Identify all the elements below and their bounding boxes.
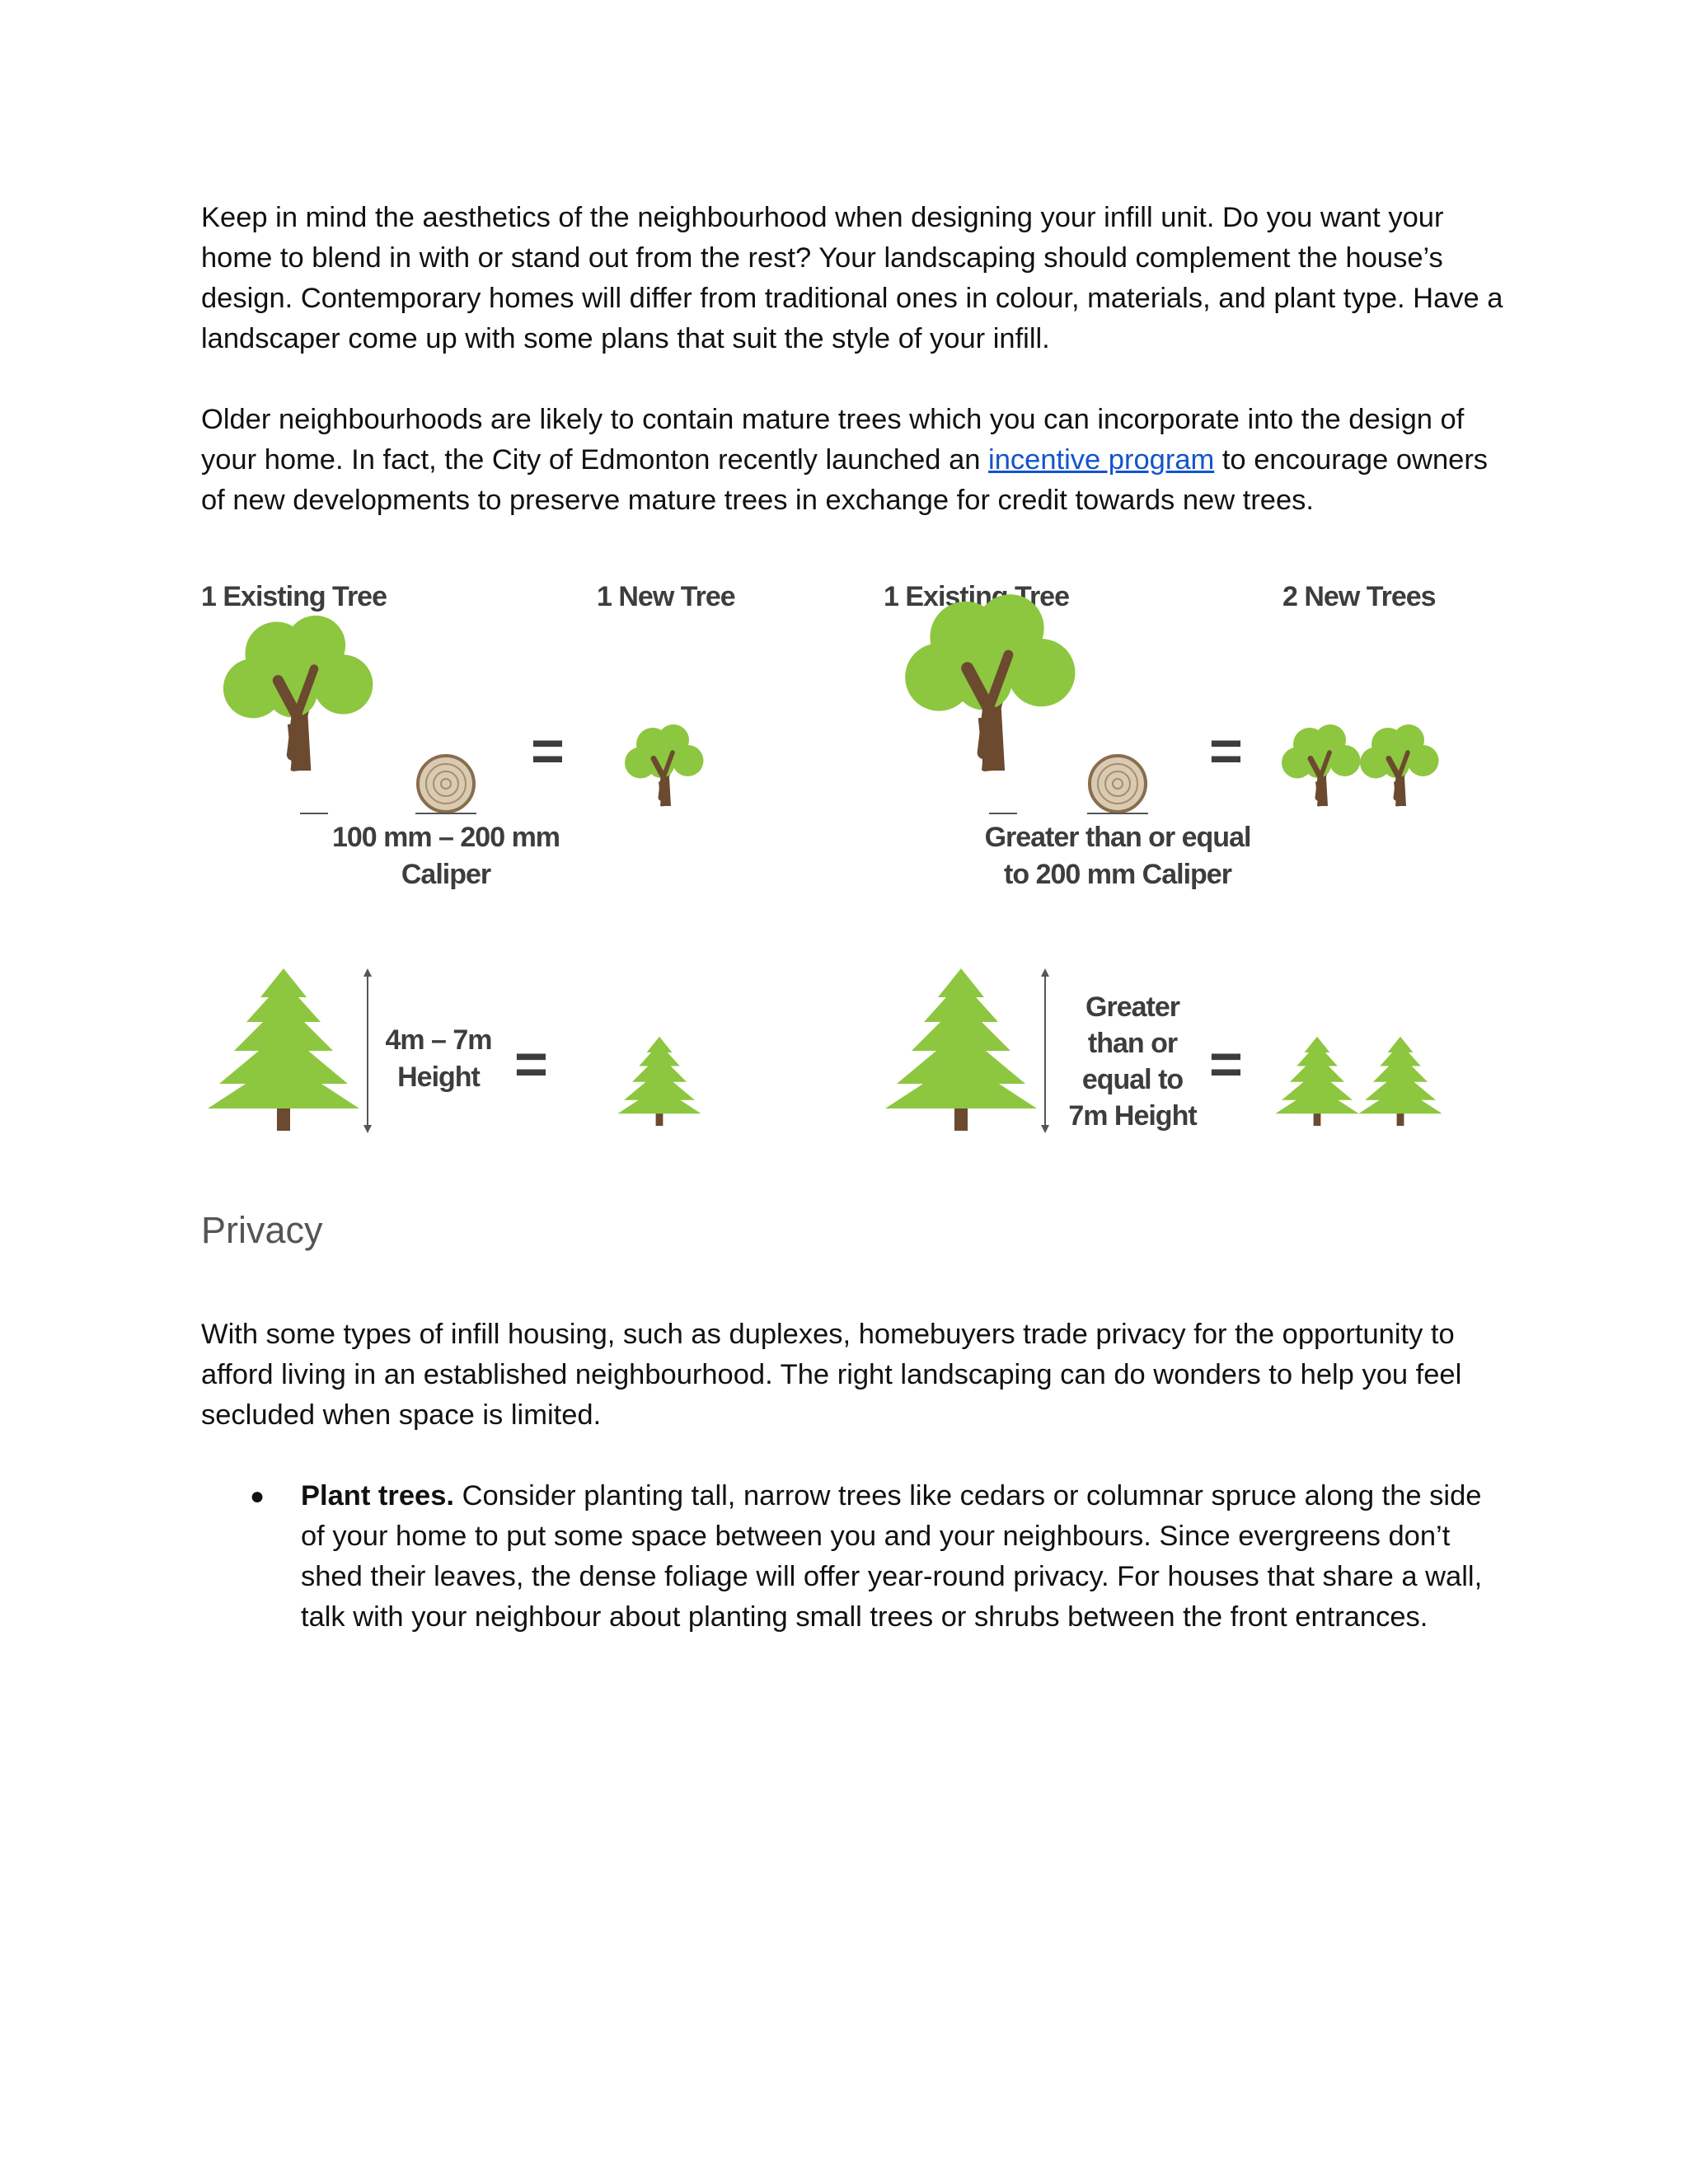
tree-replacement-infographic <box>201 573 1470 1150</box>
right-new-deciduous-tree-icon-1 <box>1282 724 1361 806</box>
right-new-conifer-tree-icon-2 <box>1358 1037 1442 1126</box>
left-existing-conifer-tree-icon <box>208 968 359 1131</box>
intro-section <box>201 198 1503 521</box>
incentive-program-link[interactable]: incentive program <box>988 444 1215 476</box>
right-height-arrow-top <box>1041 968 1049 977</box>
right-height-text-line-1: Greater <box>1085 991 1179 1023</box>
left-height-arrow-bottom <box>363 1125 372 1133</box>
right-new-trees-label: 2 New Trees <box>1282 581 1436 612</box>
left-existing-deciduous-tree-icon <box>223 616 373 771</box>
right-new-deciduous-tree-icon-2 <box>1360 724 1439 806</box>
right-existing-tree-label: 1 Existing Tree <box>884 581 1069 612</box>
right-row1-equals-sign: = <box>1209 719 1242 783</box>
left-height-arrow-top <box>363 968 372 977</box>
infographic-svg <box>201 573 1470 1150</box>
privacy-paragraph: With some types of infill housing, such as duplexes, homebuyers trade privacy for the opportunity to afford living in an established neighbourhood. The right landscaping can do wonders to help you feel secluded when space is limited. <box>201 1319 1462 1431</box>
left-caliper-text-line-2: Caliper <box>401 859 491 890</box>
left-height-text-line-2: Height <box>397 1062 480 1093</box>
left-stump-icon <box>418 756 474 812</box>
left-row1-equals-sign: = <box>531 719 564 783</box>
right-existing-conifer-tree-icon <box>885 968 1037 1131</box>
right-height-text-line-4: 7m Height <box>1068 1100 1197 1132</box>
left-caliper-text-line-1: 100 mm – 200 mm <box>331 822 560 853</box>
right-height-arrow-bottom <box>1041 1125 1049 1133</box>
bullet-lead-text: Plant trees. <box>301 1480 454 1511</box>
left-new-conifer-tree-icon <box>617 1037 701 1126</box>
privacy-bullet-list <box>201 1476 1503 1638</box>
right-row2-equals-sign: = <box>1209 1032 1242 1096</box>
right-height-text-line-3: equal to <box>1081 1064 1184 1095</box>
right-height-text-line-2: than or <box>1087 1028 1178 1059</box>
right-new-conifer-tree-icon-1 <box>1275 1037 1358 1126</box>
privacy-section <box>201 1199 1503 1638</box>
left-height-text-line-1: 4m – 7m <box>385 1024 492 1056</box>
bullet-marker: ● <box>250 1483 265 1510</box>
right-existing-deciduous-tree-icon <box>905 594 1075 771</box>
intro-paragraph-2-text-b: to encourage owners of new developments to preserve mature trees in exchange for credit towards new trees. <box>201 444 1489 516</box>
list-item <box>250 1476 1503 1638</box>
intro-paragraph-2-text-a: Older neighbourhoods are likely to contain mature trees which you can incorporate into the design of your home. In fact, the City of Edmonton recently launched an <box>201 404 1465 476</box>
left-new-tree-label: 1 New Tree <box>597 581 735 612</box>
bullet-body-text: Consider planting tall, narrow trees like cedars or columnar spruce along the side of your home to put some space between you and your neighbours. Since evergreens don’t shed their leaves, the dense foliage will offer year-round privacy. For houses that share a wall, talk with your neighbour about planting small trees or shrubs between the front entrances. <box>301 1480 1483 1633</box>
intro-paragraph-2 <box>201 400 1503 521</box>
right-caliper-text-line-1: Greater than or equal <box>984 822 1251 853</box>
left-row2-equals-sign: = <box>514 1032 547 1096</box>
left-existing-tree-label: 1 Existing Tree <box>201 581 387 612</box>
left-new-deciduous-tree-icon <box>625 724 704 806</box>
right-caliper-text-line-2: to 200 mm Caliper <box>1004 859 1231 890</box>
intro-paragraph-1: Keep in mind the aesthetics of the neighbourhood when designing your infill unit. Do you want your home to blend in with or stand out from the rest? Your landscaping should complement the house’s design. Contemporary homes will differ from traditional ones in colour, materials, and plant type. Have a landscaper come up with some plans that suit the style of your infill. <box>201 202 1503 354</box>
privacy-heading: Privacy <box>201 1209 323 1251</box>
right-stump-icon <box>1090 756 1146 812</box>
